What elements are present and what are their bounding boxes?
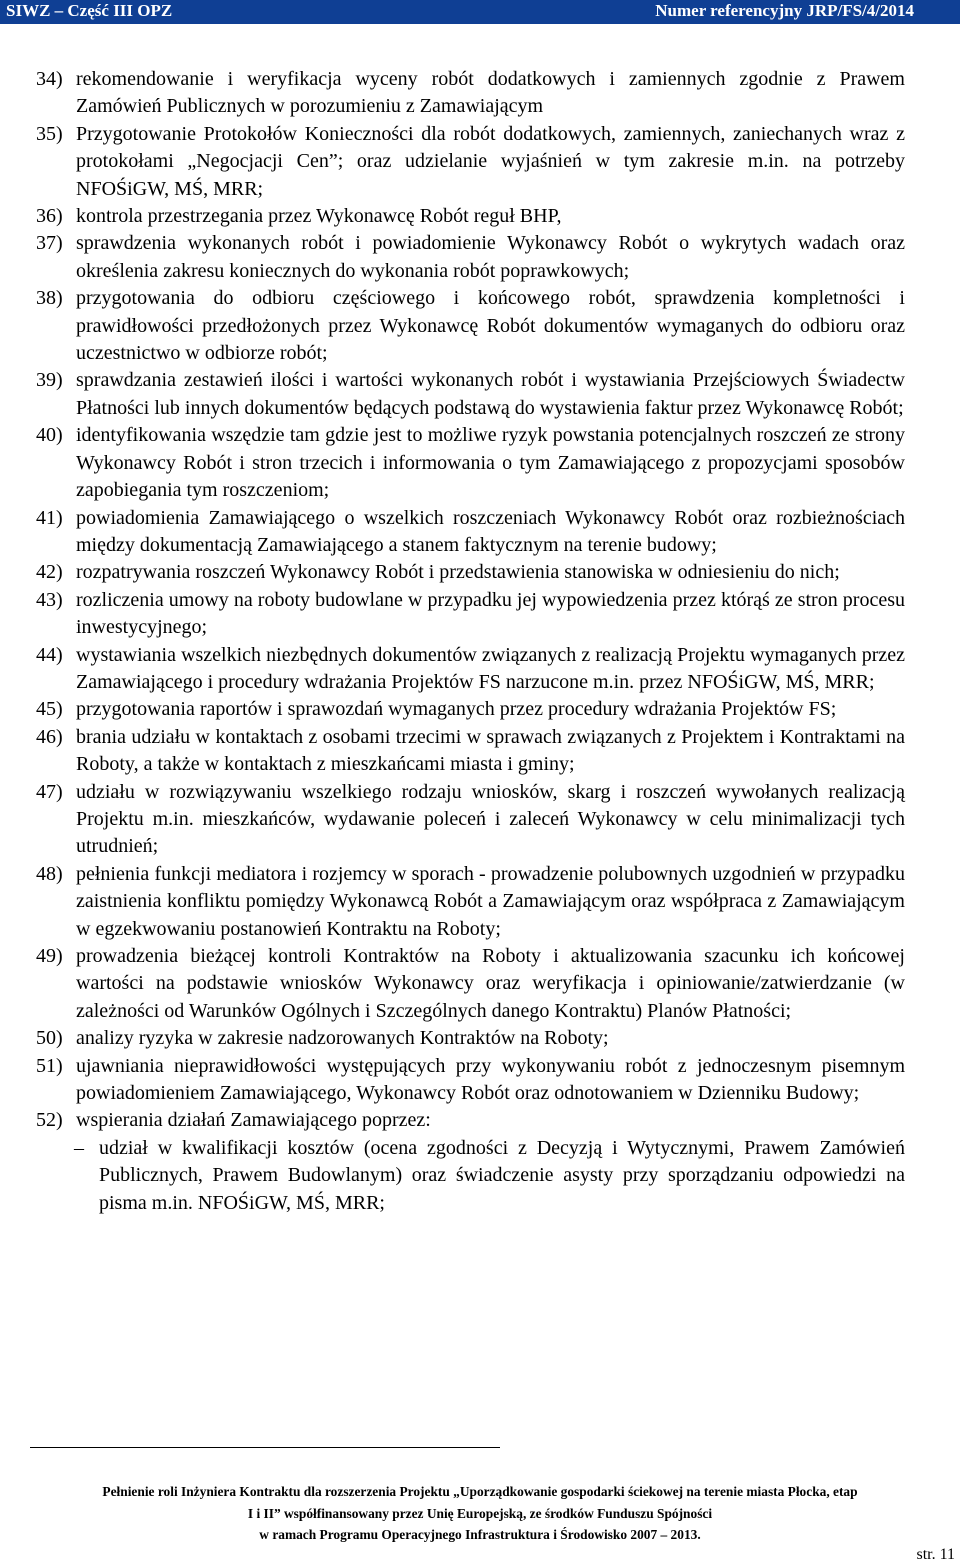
item-text: Przygotowanie Protokołów Konieczności dla robót dodatkowych, zamiennych, zaniechanych wraz z protokołami „Negocjacji Cen”; oraz udzielanie wyjaśnień w tym zakresie m.in. na potrzeby NFOŚiGW, MŚ, MRR; [76,122,905,200]
item-text: sprawdzania zestawień ilości i wartości wykonanych robót i wystawiania Przejściowych Świadectw Płatności lub innych dokumentów będących podstawą do wystawienia faktur przez Wykonawcę Robót; [76,369,905,419]
page-number: str. 11 [916,1546,955,1563]
item-number: 43) [36,588,63,611]
item-text: powiadomienia Zamawiającego o wszelkich roszczeniach Wykonawcy Robót oraz rozbieżnościach między dokumentacją Zamawiającego a stanem faktycznym na terenie budowy; [76,506,905,556]
header-document-title: SIWZ – Część III OPZ [6,1,173,20]
sub-item-text: udział w kwalifikacji kosztów (ocena zgodności z Decyzją i Wytycznymi, Prawem Zamówień Publicznych, Prawem Budowlanym) oraz świadczenie asysty przy sporządzaniu odpowiedzi na pisma m.in. NFOŚiGW, MŚ, MRR; [99,1136,905,1214]
footer-line-1: Pełnienie roli Inżyniera Kontraktu dla rozszerzenia Projektu „Uporządkowanie gospodarki ściekowej na terenie miasta Płocka, etap [102,1484,858,1499]
footer-line-3: w ramach Programu Operacyjnego Infrastruktura i Środowisko 2007 – 2013. [259,1527,701,1542]
list-item [28,230,905,285]
item-text: udziału w rozwiązywaniu wszelkiego rodzaju wniosków, skarg i roszczeń wywołanych realizacją Projektu m.in. mieszkańców, wydawanie poleceń i zaleceń Wykonawcy w celu minimalizacji tych utrudnień; [76,780,905,858]
list-item [28,587,905,642]
item-text: identyfikowania wszędzie tam gdzie jest to możliwe ryzyk powstania potencjalnych roszczeń ze strony Wykonawcy Robót i stron trzecich i informowania o tym Zamawiającego z propozycjami sposobów zapobiegania tym roszczeniom; [76,424,905,502]
item-number: 49) [36,945,63,967]
list-item [28,367,905,422]
list-item [28,1053,905,1108]
item-text: przygotowania do odbioru częściowego i końcowego robót, sprawdzenia kompletności i prawidłowości przedłożonych przez Wykonawcę Robót dokumentów wymaganych do odbioru oraz uczestnictwo w odbiorze robót; [76,287,905,365]
item-text: wystawiania wszelkich niezbędnych dokumentów związanych z realizacją Projektu wymaganych przez Zamawiającego i procedury wdrażania Projektów FS narzucone m.in. przez NFOŚiGW, MŚ, MRR; [76,643,905,693]
item-number: 48) [36,862,63,885]
item-text: analizy ryzyka w zakresie nadzorowanych Kontraktów na Roboty; [76,1027,609,1050]
list-item [28,943,905,1025]
item-text: sprawdzenia wykonanych robót i powiadomienie Wykonawcy Robót o wykrytych wadach oraz określenia zakresu koniecznych do wykonania robót poprawkowych; [76,232,905,282]
item-text: brania udziału w kontaktach z osobami trzecimi w sprawach związanych z Projektem i Kontraktami na Roboty, a także w kontaktach z mieszkańcami miasta i gminy; [76,725,905,776]
list-item [28,422,905,504]
list-item [28,203,905,230]
item-text: wspierania działań Zamawiającego poprzez: [76,1109,431,1132]
item-number: 50) [36,1027,63,1050]
list-item [28,642,905,697]
list-item [28,696,905,723]
list-item [28,559,905,586]
item-number: 35) [36,122,63,145]
list-item [28,779,905,861]
task-list [28,66,905,1217]
item-number: 52) [36,1109,63,1132]
page-header [0,0,960,24]
item-number: 40) [36,424,63,447]
item-number: 34) [36,68,63,90]
item-text: kontrola przestrzegania przez Wykonawcę Robót reguł BHP, [76,205,562,228]
footer-divider [30,1447,500,1448]
item-number: 37) [36,232,63,255]
item-text: rekomendowanie i weryfikacja wyceny robót dodatkowych i zamiennych zgodnie z Prawem Zamówień Publicznych w porozumieniu z Zamawiającym [76,68,905,118]
dash-bullet: – [74,1136,84,1159]
list-item [28,861,905,943]
list-item [28,505,905,560]
item-number: 39) [36,369,63,392]
list-item [28,1025,905,1052]
list-item [28,121,905,203]
item-text: prowadzenia bieżącej kontroli Kontraktów na Roboty i aktualizowania szacunku ich końcowej wartości na podstawie wniosków Wykonawcy oraz weryfikacja i opiniowanie/zatwierdzanie (w zależności od Warunków Ogólnych i Szczególnych danego Kontraktu) Planów Płatności; [76,945,905,1022]
list-item [28,285,905,367]
item-text: przygotowania raportów i sprawozdań wymaganych przez procedury wdrażania Projektów FS; [76,698,837,721]
item-number: 36) [36,205,63,228]
page-footer [0,1481,960,1546]
item-text: ujawniania nieprawidłowości występujących przy wykonywaniu robót z jednoczesnym pisemnym powiadomieniem Zamawiającego, Wykonawcy Robót oraz odnotowaniem w Dzienniku Budowy; [76,1054,905,1105]
item-number: 44) [36,643,63,666]
item-number: 46) [36,725,63,748]
item-number: 42) [36,561,63,584]
list-item [28,724,905,779]
footer-line-2: I i II” współfinansowany przez Unię Europejską, ze środków Funduszu Spójności [247,1505,713,1521]
list-item [28,66,905,121]
item-number: 47) [36,780,63,803]
sub-list-item [28,1135,905,1217]
item-number: 51) [36,1054,63,1077]
item-number: 38) [36,287,63,310]
item-text: pełnienia funkcji mediatora i rozjemcy w sporach - prowadzenie polubownych uzgodnień w przypadku zaistnienia konfliktu pomiędzy Wykonawcą Robót a Zamawiającym oraz współpraca z Zamawiającym w egzekwowaniu postanowień Kontraktu na Roboty; [76,862,905,940]
item-number: 41) [36,506,63,529]
header-reference-number: Numer referencyjny JRP/FS/4/2014 [655,1,914,20]
item-number: 45) [36,698,63,721]
list-item [28,1107,905,1134]
item-text: rozpatrywania roszczeń Wykonawcy Robót i przedstawienia stanowiska w odniesieniu do nich; [76,561,840,584]
item-text: rozliczenia umowy na roboty budowlane w przypadku jej wypowiedzenia przez którąś ze stron procesu inwestycyjnego; [76,588,905,639]
